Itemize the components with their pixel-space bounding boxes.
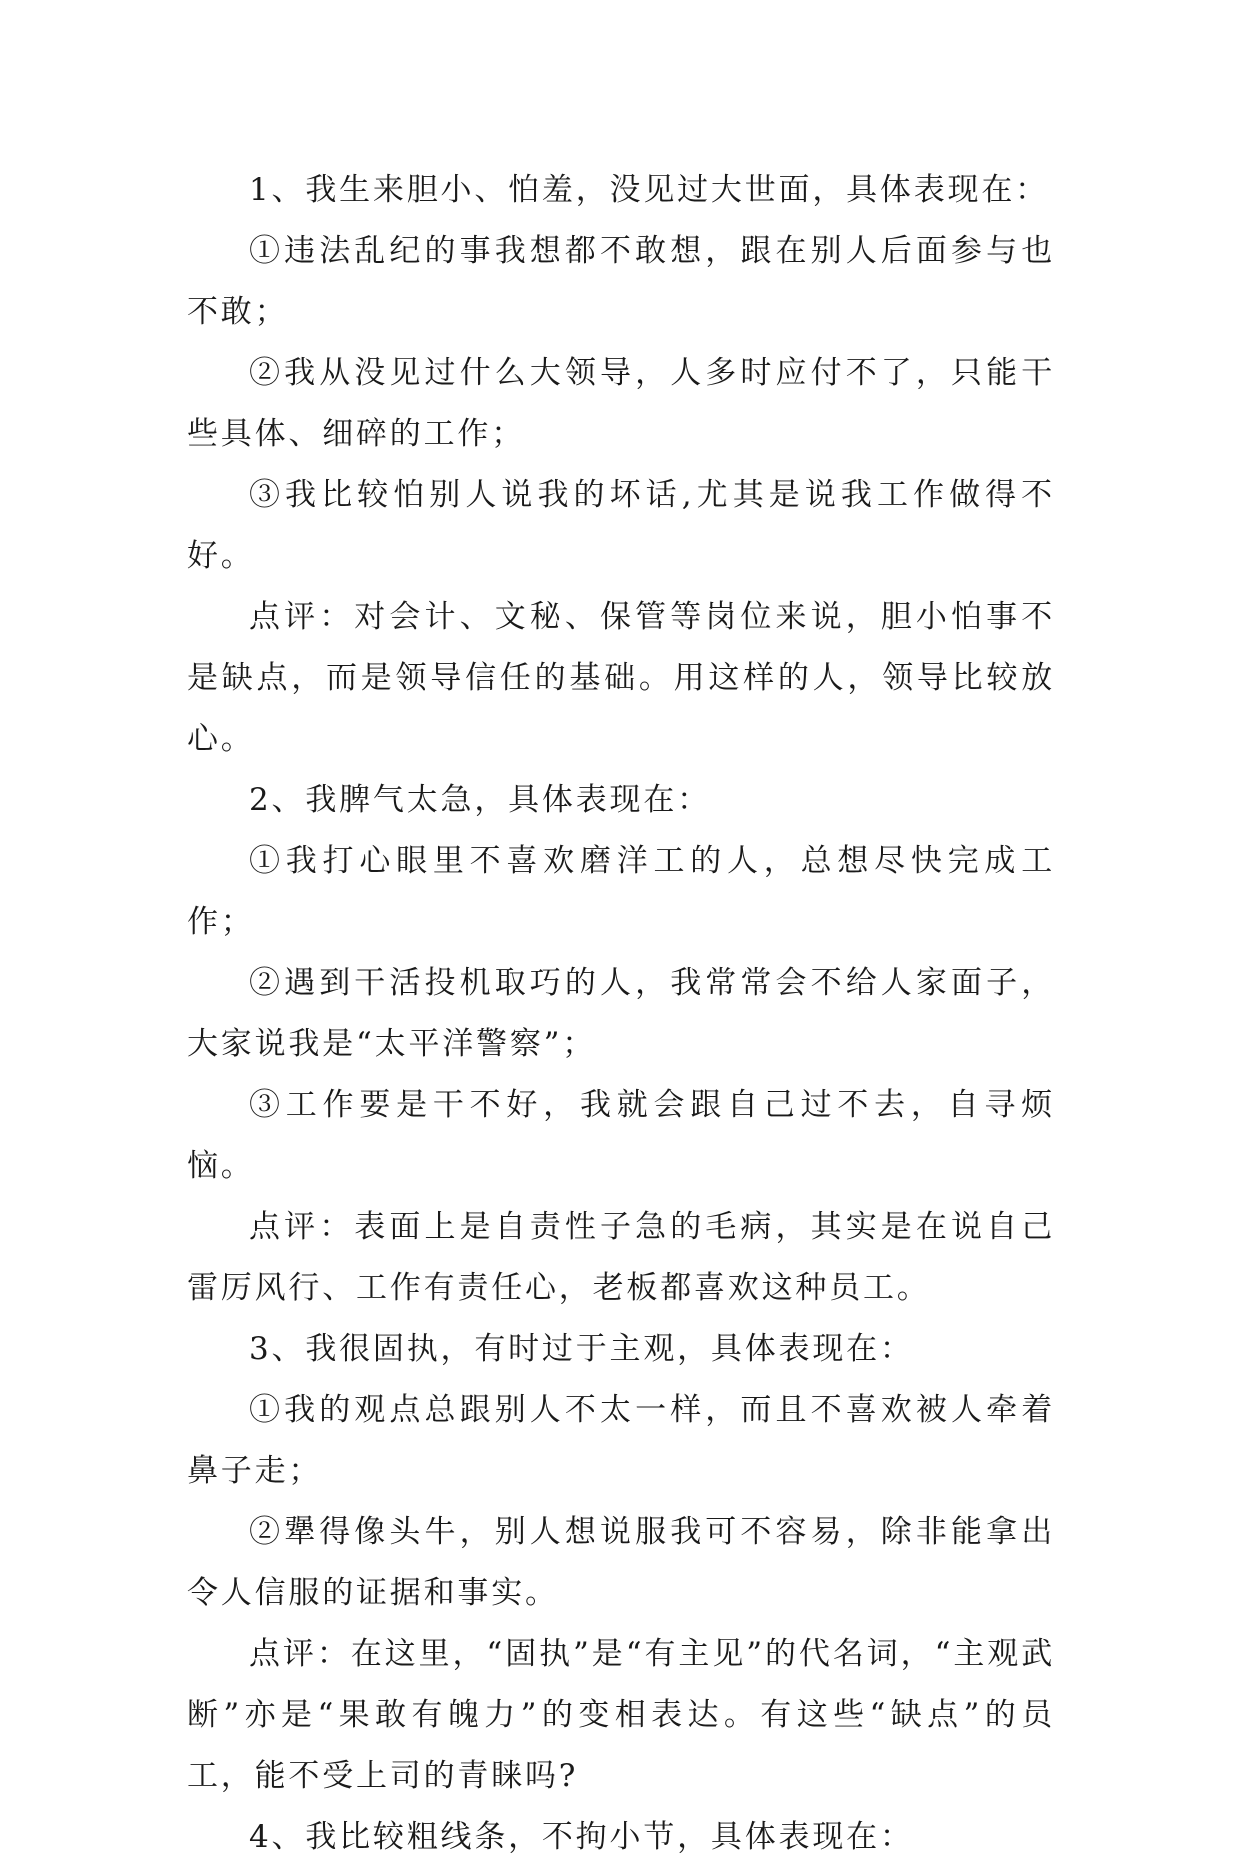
paragraph-section-4-heading: 4、我比较粗线条，不拘小节，具体表现在：: [249, 1819, 914, 1855]
paragraph-section-3-comment: 点评：在这里，“固执”是“有主见”的代名词，“主观武断”亦是“果敢有魄力”的变相表达。有这些“缺点”的员工，能不受上司的青睐吗?: [187, 1636, 1055, 1794]
paragraph-section-2-heading: 2、我脾气太急，具体表现在：: [249, 782, 711, 818]
paragraph-section-1-item-1: ①违法乱纪的事我想都不敢想，跟在别人后面参与也不敢；: [187, 233, 1055, 330]
paragraph-section-1-item-2: ②我从没见过什么大领导，人多时应付不了，只能干些具体、细碎的工作；: [187, 355, 1055, 452]
paragraph-section-1-heading: 1、我生来胆小、怕羞，没见过大世面，具体表现在：: [249, 172, 1049, 208]
paragraph-section-2-item-3: ③工作要是干不好，我就会跟自己过不去，自寻烦恼。: [187, 1087, 1055, 1184]
paragraph-section-1-item-3: ③我比较怕别人说我的坏话,尤其是说我工作做得不好。: [187, 477, 1055, 574]
paragraph-section-1-comment: 点评：对会计、文秘、保管等岗位来说，胆小怕事不是缺点，而是领导信任的基础。用这样的人，领导比较放心。: [187, 599, 1055, 757]
paragraph-section-3-item-2: ②犟得像头牛，别人想说服我可不容易，除非能拿出令人信服的证据和事实。: [187, 1514, 1055, 1611]
paragraph-section-2-item-1: ①我打心眼里不喜欢磨洋工的人，总想尽快完成工作；: [187, 843, 1055, 940]
paragraph-section-2-comment: 点评：表面上是自责性子急的毛病，其实是在说自己雷厉风行、工作有责任心，老板都喜欢这种员工。: [187, 1209, 1055, 1306]
paragraph-section-2-item-2: ②遇到干活投机取巧的人，我常常会不给人家面子，大家说我是“太平洋警察”；: [187, 965, 1055, 1062]
document-body: [187, 160, 1055, 1868]
paragraph-section-3-item-1: ①我的观点总跟别人不太一样，而且不喜欢被人牵着鼻子走；: [187, 1392, 1055, 1489]
paragraph-section-3-heading: 3、我很固执，有时过于主观，具体表现在：: [249, 1331, 914, 1367]
